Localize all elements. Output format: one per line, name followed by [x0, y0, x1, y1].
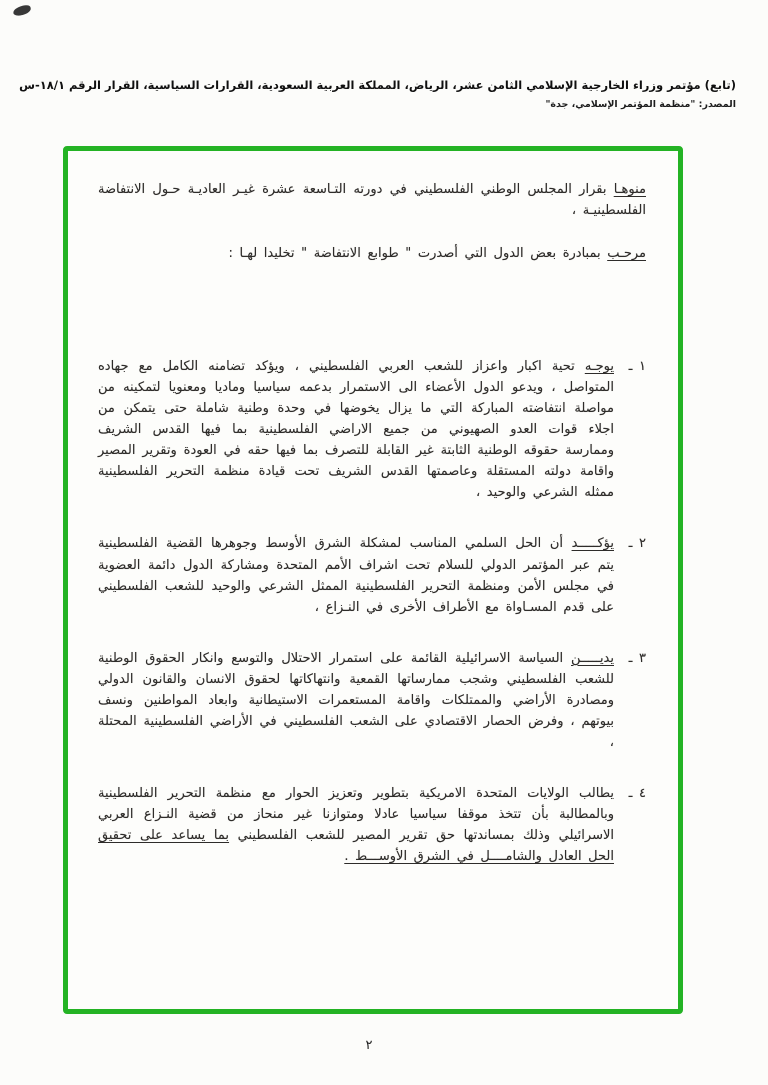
item-3-text	[98, 648, 614, 753]
item-1-text	[98, 356, 614, 503]
page-number: ٢	[365, 1038, 373, 1053]
resolution-item-2	[98, 533, 646, 617]
item-4-number: ٤ ـ	[628, 785, 646, 801]
resolution-item-3	[98, 648, 646, 753]
item-4-body: يطالب الولايات المتحدة الامريكية بتطوير وتعزيز الحوار مع منظمة التحرير الفلسطينية وبالمطالبة بأن تتخذ موقفا سياسيا عادلا ومتوازنا غير منحاز من قضية النـزاع العربي الاسرائيلي وذلك بمساندتها حق تقرير المصير للشعب الفلسطيني	[98, 785, 615, 843]
item-1-lead-word: يوجـه	[584, 359, 614, 375]
resolution-item-1	[98, 356, 646, 503]
item-1-number: ١ ـ	[628, 359, 646, 375]
preamble-2-text: بمبادرة بعض الدول التي أصدرت " طوابع الانتفاضة " تخليدا لهـا :	[228, 246, 608, 262]
item-3-lead-word: يديـــــن	[571, 650, 614, 666]
preamble-paragraph-2	[98, 243, 646, 264]
item-2-text	[98, 533, 614, 617]
item-4-text	[98, 783, 614, 867]
green-document-frame	[63, 146, 683, 1014]
item-2-body: أن الحل السلمي المناسب لمشكلة الشرق الأوسط وجوهرها القضية الفلسطينية يتم عبر المؤتمر الدولي للسلام تحت اشراف الأمم المتحدة ومشاركة الدول دائمة العضوية في مجلس الأمن ومنظمة التحرير الفلسطينية الممثل الشرعي والوحيد للشعب الفلسطيني على قدم المسـاواة مع الأطراف الأخرى في النـزاع ،	[98, 536, 614, 615]
source-line: المصدر: "منظمة المؤتمر الإسلامي، جدة"	[545, 99, 736, 110]
preamble-1-text: بقرار المجلس الوطني الفلسطيني في دورته التـاسعة عشرة غيـر العاديـة حـول الانتفاضة الفلسطينيـة ،	[98, 182, 646, 219]
preamble-paragraph-1	[98, 179, 646, 221]
resolution-item-4	[98, 783, 646, 867]
document-body	[68, 151, 678, 1009]
page-header	[19, 78, 736, 110]
item-2-number: ٢ ـ	[628, 536, 646, 552]
preamble-2-lead-word: مرحـب	[607, 246, 646, 262]
conference-title-line: (تابع) مؤتمر وزراء الخارجية الإسلامي الثامن عشر، الرياض، المملكة العربية السعودية، القرارات السياسية، القرار الرقم ١٨/١-س	[19, 78, 736, 92]
item-3-body: السياسة الاسرائيلية القائمة على استمرار الاحتلال والتوسع وانكار الحقوق الوطنية للشعب الفلسطيني وشجب ممارساتها القمعية وانتهاكاتها لحقوق الانسان والقانون الدولي ومصادرة الأراضي والممتلكات واقامة المستعمرات الاستيطانية وابعاد المواطنين ونسف بيوتهم ، وفرض الحصار الاقتصادي على الشعب الفلسطيني في الأراضي الفلسطينية المحتلة ،	[98, 650, 614, 750]
item-2-lead-word: يؤكـــــد	[571, 536, 614, 552]
preamble-1-lead-word: منوهـا	[613, 182, 646, 197]
item-1-body: تحية اكبار واعزاز للشعب العربي الفلسطيني ، ويؤكد تضامنه الكامل مع جهاده المتواصل ، ويدعو الدول الأعضاء الى الاستمرار بدعمه سياسيا وماديا ومعنويا لتمكينه من مواصلة انتفاضته المباركة التي ما يزال يخوضها في وحدة وطنية شاملة حتى يتمكن من اجلاء قوات العدو الصهيوني من جميع الاراضي الفلسطينية بما فيها القدس الشريف وممارسة حقوقه الوطنية الثابتة غير القابلة للتصرف بما فيها حقه في العودة وتقرير المصير واقامة دولته المستقلة وعاصمتها القدس الشريف تحت قيادة منظمة التحرير الفلسطينية ممثله الشرعي والوحيد ،	[98, 359, 614, 501]
item-3-number: ٣ ـ	[628, 650, 646, 666]
item-4-underlined-tail: بما يساعد على تحقيق الحل العادل والشامــــل في الشرق الأوســـط .	[98, 827, 614, 865]
scan-artifact	[12, 4, 32, 17]
